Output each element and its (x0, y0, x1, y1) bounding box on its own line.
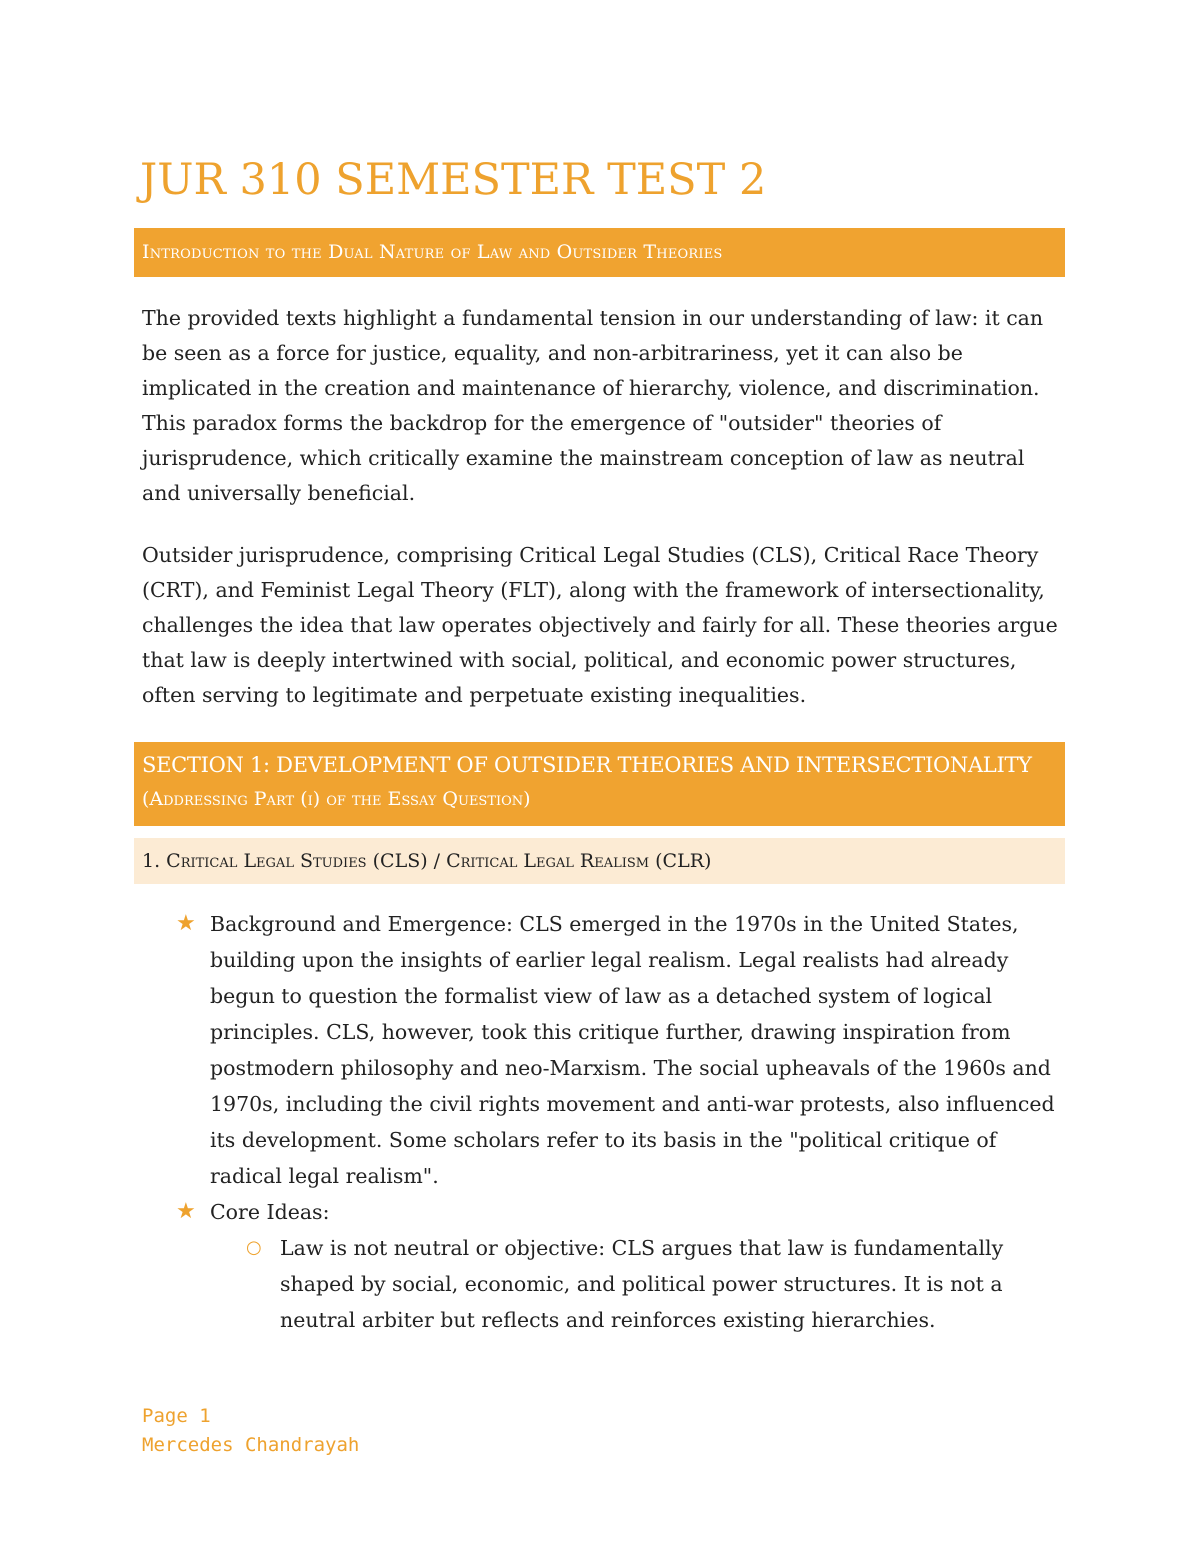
section-heading-band (134, 742, 1065, 826)
list-item (210, 1230, 1072, 1338)
star-icon: ★ (176, 1199, 196, 1224)
sub-bullet-text: Law is not neutral or objective: CLS argues that law is fundamentally shaped by social, economic, and political power structures. It is not a neutral arbiter but reflects and reinforces existing hierarchies. (280, 1236, 1004, 1332)
intro-heading-band (134, 228, 1065, 277)
page-number: Page 1 (142, 1405, 211, 1427)
list-item (142, 906, 1072, 1194)
intro-paragraph-2: Outsider jurisprudence, comprising Critical Legal Studies (CLS), Critical Race Theory (CRT), and Feminist Legal Theory (FLT), along with the framework of intersectionality, challenges the idea that law operates objectively and fairly for all. These theories argue that law is deeply intertwined with social, political, and economic power structures, often serving to legitimate and perpetuate existing inequalities. (142, 543, 1058, 707)
bullet-list (142, 906, 1072, 1338)
intro-paragraph-1: The provided texts highlight a fundamental tension in our understanding of law: it can be seen as a force for justice, equality, and non-arbitrariness, yet it can also be implicated in the creation and maintenance of hierarchy, violence, and discrimination. This paradox forms the backdrop for the emergence of "outsider" theories of jurisprudence, which critically examine the mainstream conception of law as neutral and universally beneficial. (142, 306, 1044, 505)
star-icon: ★ (176, 911, 196, 936)
bullet-text: Core Ideas: (210, 1200, 330, 1224)
section-subheading: (Addressing Part (i) of the Essay Question) (142, 788, 531, 810)
bullet-text: Background and Emergence: CLS emerged in the 1970s in the United States, building upon the insights of earlier legal realism. Legal realists had already begun to question the formalist view of law as a detached system of logical principles. CLS, however, took this critique further, drawing inspiration from postmodern philosophy and neo-Marxism. The social upheavals of the 1960s and 1970s, including the civil rights movement and anti-war protests, also influenced its development. Some scholars refer to its basis in the "political critique of radical legal realism". (210, 912, 1055, 1188)
section-heading: SECTION 1: DEVELOPMENT OF OUTSIDER THEORIES AND INTERSECTIONALITY (142, 753, 1032, 777)
page-footer (142, 1402, 359, 1460)
subsection-heading: 1. Critical Legal Studies (CLS) / Critical Legal Realism (CLR) (134, 838, 1065, 884)
sub-bullet-list (210, 1230, 1072, 1338)
document-title: JUR 310 SEMESTER TEST 2 (140, 155, 767, 205)
intro-heading: Introduction to the Dual Nature of Law and Outsider Theories (142, 241, 723, 263)
circle-bullet-icon: ○ (246, 1237, 262, 1258)
list-item (142, 1194, 1072, 1338)
author-name: Mercedes Chandrayah (142, 1434, 360, 1456)
